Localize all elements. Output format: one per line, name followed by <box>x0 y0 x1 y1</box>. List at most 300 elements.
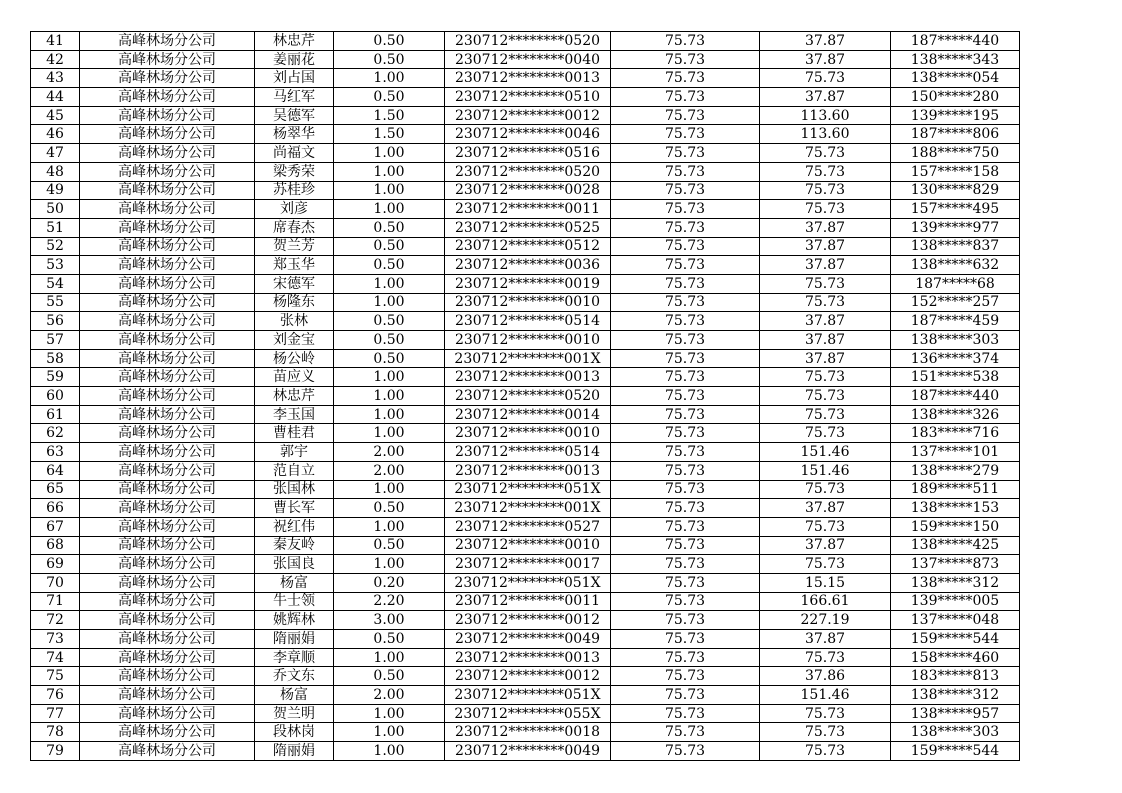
organization-cell: 高峰林场分公司 <box>80 742 255 761</box>
id-number-cell: 230712********0013 <box>445 69 611 88</box>
id-number-cell: 230712********0012 <box>445 611 611 630</box>
data-table <box>30 31 1020 761</box>
amount-cell: 75.73 <box>760 274 891 293</box>
rate-cell: 75.73 <box>611 312 760 331</box>
table-row <box>31 592 1020 611</box>
amount-cell: 75.73 <box>760 742 891 761</box>
rate-cell: 75.73 <box>611 144 760 163</box>
area-cell: 1.00 <box>334 293 445 312</box>
organization-cell: 高峰林场分公司 <box>80 480 255 499</box>
amount-cell: 37.87 <box>760 536 891 555</box>
table-row <box>31 293 1020 312</box>
person-name-cell: 郭宇 <box>255 443 334 462</box>
area-cell: 1.00 <box>334 162 445 181</box>
id-number-cell: 230712********0520 <box>445 387 611 406</box>
amount-cell: 75.73 <box>760 648 891 667</box>
area-cell: 1.00 <box>334 69 445 88</box>
person-name-cell: 杨隆东 <box>255 293 334 312</box>
person-name-cell: 张林 <box>255 312 334 331</box>
id-number-cell: 230712********0014 <box>445 405 611 424</box>
organization-cell: 高峰林场分公司 <box>80 106 255 125</box>
table-row <box>31 686 1020 705</box>
row-number-cell: 69 <box>31 555 80 574</box>
person-name-cell: 李章顺 <box>255 648 334 667</box>
phone-cell: 138*****312 <box>891 573 1020 592</box>
rate-cell: 75.73 <box>611 69 760 88</box>
organization-cell: 高峰林场分公司 <box>80 312 255 331</box>
rate-cell: 75.73 <box>611 405 760 424</box>
area-cell: 1.00 <box>334 368 445 387</box>
row-number-cell: 42 <box>31 50 80 69</box>
amount-cell: 75.73 <box>760 517 891 536</box>
row-number-cell: 59 <box>31 368 80 387</box>
organization-cell: 高峰林场分公司 <box>80 555 255 574</box>
person-name-cell: 贺兰明 <box>255 704 334 723</box>
organization-cell: 高峰林场分公司 <box>80 162 255 181</box>
rate-cell: 75.73 <box>611 368 760 387</box>
rate-cell: 75.73 <box>611 331 760 350</box>
row-number-cell: 61 <box>31 405 80 424</box>
person-name-cell: 杨富 <box>255 573 334 592</box>
table-row <box>31 181 1020 200</box>
table-row <box>31 218 1020 237</box>
area-cell: 1.50 <box>334 106 445 125</box>
organization-cell: 高峰林场分公司 <box>80 32 255 51</box>
area-cell: 1.00 <box>334 742 445 761</box>
phone-cell: 138*****632 <box>891 256 1020 275</box>
row-number-cell: 73 <box>31 630 80 649</box>
table-row <box>31 349 1020 368</box>
id-number-cell: 230712********0011 <box>445 592 611 611</box>
amount-cell: 151.46 <box>760 443 891 462</box>
organization-cell: 高峰林场分公司 <box>80 424 255 443</box>
rate-cell: 75.73 <box>611 461 760 480</box>
person-name-cell: 刘金宝 <box>255 331 334 350</box>
amount-cell: 75.73 <box>760 555 891 574</box>
organization-cell: 高峰林场分公司 <box>80 237 255 256</box>
person-name-cell: 范自立 <box>255 461 334 480</box>
phone-cell: 187*****68 <box>891 274 1020 293</box>
amount-cell: 113.60 <box>760 125 891 144</box>
phone-cell: 138*****837 <box>891 237 1020 256</box>
table-row <box>31 50 1020 69</box>
id-number-cell: 230712********0520 <box>445 162 611 181</box>
organization-cell: 高峰林场分公司 <box>80 499 255 518</box>
id-number-cell: 230712********0017 <box>445 555 611 574</box>
phone-cell: 157*****158 <box>891 162 1020 181</box>
organization-cell: 高峰林场分公司 <box>80 274 255 293</box>
person-name-cell: 苗应义 <box>255 368 334 387</box>
organization-cell: 高峰林场分公司 <box>80 331 255 350</box>
row-number-cell: 63 <box>31 443 80 462</box>
person-name-cell: 林忠芹 <box>255 32 334 51</box>
row-number-cell: 46 <box>31 125 80 144</box>
table-row <box>31 144 1020 163</box>
amount-cell: 37.87 <box>760 499 891 518</box>
table-row <box>31 69 1020 88</box>
id-number-cell: 230712********0514 <box>445 443 611 462</box>
organization-cell: 高峰林场分公司 <box>80 387 255 406</box>
rate-cell: 75.73 <box>611 480 760 499</box>
table-row <box>31 200 1020 219</box>
area-cell: 1.00 <box>334 648 445 667</box>
organization-cell: 高峰林场分公司 <box>80 704 255 723</box>
phone-cell: 136*****374 <box>891 349 1020 368</box>
phone-cell: 138*****303 <box>891 723 1020 742</box>
phone-cell: 183*****813 <box>891 667 1020 686</box>
amount-cell: 37.87 <box>760 256 891 275</box>
table-row <box>31 667 1020 686</box>
organization-cell: 高峰林场分公司 <box>80 443 255 462</box>
id-number-cell: 230712********0040 <box>445 50 611 69</box>
organization-cell: 高峰林场分公司 <box>80 686 255 705</box>
person-name-cell: 曹桂君 <box>255 424 334 443</box>
id-number-cell: 230712********051X <box>445 686 611 705</box>
table-row <box>31 106 1020 125</box>
person-name-cell: 梁秀荣 <box>255 162 334 181</box>
person-name-cell: 隋丽娟 <box>255 630 334 649</box>
amount-cell: 75.73 <box>760 368 891 387</box>
area-cell: 1.00 <box>334 424 445 443</box>
phone-cell: 138*****279 <box>891 461 1020 480</box>
rate-cell: 75.73 <box>611 536 760 555</box>
organization-cell: 高峰林场分公司 <box>80 88 255 107</box>
area-cell: 0.50 <box>334 218 445 237</box>
row-number-cell: 44 <box>31 88 80 107</box>
area-cell: 0.50 <box>334 88 445 107</box>
organization-cell: 高峰林场分公司 <box>80 293 255 312</box>
id-number-cell: 230712********0011 <box>445 200 611 219</box>
id-number-cell: 230712********0510 <box>445 88 611 107</box>
id-number-cell: 230712********0019 <box>445 274 611 293</box>
area-cell: 1.00 <box>334 144 445 163</box>
area-cell: 0.50 <box>334 237 445 256</box>
rate-cell: 75.73 <box>611 50 760 69</box>
person-name-cell: 姚辉林 <box>255 611 334 630</box>
area-cell: 0.50 <box>334 667 445 686</box>
row-number-cell: 56 <box>31 312 80 331</box>
rate-cell: 75.73 <box>611 162 760 181</box>
phone-cell: 187*****806 <box>891 125 1020 144</box>
table-row <box>31 162 1020 181</box>
phone-cell: 138*****312 <box>891 686 1020 705</box>
organization-cell: 高峰林场分公司 <box>80 648 255 667</box>
id-number-cell: 230712********0010 <box>445 536 611 555</box>
amount-cell: 37.87 <box>760 32 891 51</box>
area-cell: 0.50 <box>334 349 445 368</box>
row-number-cell: 75 <box>31 667 80 686</box>
rate-cell: 75.73 <box>611 349 760 368</box>
id-number-cell: 230712********0010 <box>445 293 611 312</box>
table-row <box>31 517 1020 536</box>
organization-cell: 高峰林场分公司 <box>80 630 255 649</box>
person-name-cell: 刘彦 <box>255 200 334 219</box>
area-cell: 0.50 <box>334 499 445 518</box>
row-number-cell: 77 <box>31 704 80 723</box>
table-row <box>31 648 1020 667</box>
row-number-cell: 51 <box>31 218 80 237</box>
amount-cell: 75.73 <box>760 723 891 742</box>
area-cell: 0.50 <box>334 256 445 275</box>
area-cell: 1.00 <box>334 181 445 200</box>
area-cell: 1.00 <box>334 274 445 293</box>
id-number-cell: 230712********0046 <box>445 125 611 144</box>
id-number-cell: 230712********0013 <box>445 461 611 480</box>
phone-cell: 188*****750 <box>891 144 1020 163</box>
person-name-cell: 杨公岭 <box>255 349 334 368</box>
row-number-cell: 72 <box>31 611 80 630</box>
phone-cell: 189*****511 <box>891 480 1020 499</box>
table-row <box>31 611 1020 630</box>
row-number-cell: 52 <box>31 237 80 256</box>
rate-cell: 75.73 <box>611 648 760 667</box>
phone-cell: 139*****977 <box>891 218 1020 237</box>
row-number-cell: 79 <box>31 742 80 761</box>
id-number-cell: 230712********0520 <box>445 32 611 51</box>
phone-cell: 159*****544 <box>891 630 1020 649</box>
phone-cell: 138*****343 <box>891 50 1020 69</box>
person-name-cell: 尚福文 <box>255 144 334 163</box>
rate-cell: 75.73 <box>611 32 760 51</box>
rate-cell: 75.73 <box>611 106 760 125</box>
rate-cell: 75.73 <box>611 667 760 686</box>
person-name-cell: 刘占国 <box>255 69 334 88</box>
area-cell: 0.50 <box>334 32 445 51</box>
row-number-cell: 67 <box>31 517 80 536</box>
person-name-cell: 贺兰芳 <box>255 237 334 256</box>
area-cell: 2.00 <box>334 443 445 462</box>
rate-cell: 75.73 <box>611 181 760 200</box>
table-row <box>31 312 1020 331</box>
person-name-cell: 郑玉华 <box>255 256 334 275</box>
phone-cell: 187*****459 <box>891 312 1020 331</box>
rate-cell: 75.73 <box>611 723 760 742</box>
amount-cell: 15.15 <box>760 573 891 592</box>
person-name-cell: 吴德军 <box>255 106 334 125</box>
area-cell: 1.00 <box>334 387 445 406</box>
id-number-cell: 230712********0028 <box>445 181 611 200</box>
rate-cell: 75.73 <box>611 200 760 219</box>
organization-cell: 高峰林场分公司 <box>80 723 255 742</box>
row-number-cell: 53 <box>31 256 80 275</box>
phone-cell: 151*****538 <box>891 368 1020 387</box>
person-name-cell: 席春杰 <box>255 218 334 237</box>
id-number-cell: 230712********0512 <box>445 237 611 256</box>
amount-cell: 75.73 <box>760 405 891 424</box>
person-name-cell: 李玉国 <box>255 405 334 424</box>
table-row <box>31 630 1020 649</box>
table-row <box>31 424 1020 443</box>
id-number-cell: 230712********0013 <box>445 368 611 387</box>
area-cell: 1.00 <box>334 723 445 742</box>
rate-cell: 75.73 <box>611 686 760 705</box>
amount-cell: 37.86 <box>760 667 891 686</box>
phone-cell: 158*****460 <box>891 648 1020 667</box>
area-cell: 0.20 <box>334 573 445 592</box>
organization-cell: 高峰林场分公司 <box>80 69 255 88</box>
id-number-cell: 230712********051X <box>445 573 611 592</box>
amount-cell: 75.73 <box>760 69 891 88</box>
area-cell: 1.00 <box>334 200 445 219</box>
id-number-cell: 230712********0010 <box>445 424 611 443</box>
row-number-cell: 50 <box>31 200 80 219</box>
phone-cell: 187*****440 <box>891 387 1020 406</box>
rate-cell: 75.73 <box>611 742 760 761</box>
phone-cell: 157*****495 <box>891 200 1020 219</box>
table-row <box>31 368 1020 387</box>
id-number-cell: 230712********0527 <box>445 517 611 536</box>
table-row <box>31 274 1020 293</box>
person-name-cell: 曹长军 <box>255 499 334 518</box>
person-name-cell: 杨翠华 <box>255 125 334 144</box>
row-number-cell: 66 <box>31 499 80 518</box>
area-cell: 0.50 <box>334 536 445 555</box>
phone-cell: 138*****153 <box>891 499 1020 518</box>
organization-cell: 高峰林场分公司 <box>80 461 255 480</box>
rate-cell: 75.73 <box>611 387 760 406</box>
phone-cell: 159*****150 <box>891 517 1020 536</box>
person-name-cell: 张国良 <box>255 555 334 574</box>
row-number-cell: 57 <box>31 331 80 350</box>
person-name-cell: 姜丽花 <box>255 50 334 69</box>
id-number-cell: 230712********0516 <box>445 144 611 163</box>
id-number-cell: 230712********055X <box>445 704 611 723</box>
area-cell: 2.20 <box>334 592 445 611</box>
amount-cell: 227.19 <box>760 611 891 630</box>
organization-cell: 高峰林场分公司 <box>80 218 255 237</box>
organization-cell: 高峰林场分公司 <box>80 144 255 163</box>
row-number-cell: 55 <box>31 293 80 312</box>
table-row <box>31 536 1020 555</box>
phone-cell: 137*****101 <box>891 443 1020 462</box>
rate-cell: 75.73 <box>611 499 760 518</box>
row-number-cell: 78 <box>31 723 80 742</box>
amount-cell: 113.60 <box>760 106 891 125</box>
phone-cell: 159*****544 <box>891 742 1020 761</box>
area-cell: 1.00 <box>334 405 445 424</box>
person-name-cell: 苏桂珍 <box>255 181 334 200</box>
rate-cell: 75.73 <box>611 555 760 574</box>
person-name-cell: 秦友岭 <box>255 536 334 555</box>
table-row <box>31 32 1020 51</box>
person-name-cell: 段林岗 <box>255 723 334 742</box>
rate-cell: 75.73 <box>611 274 760 293</box>
table-row <box>31 256 1020 275</box>
id-number-cell: 230712********0049 <box>445 742 611 761</box>
row-number-cell: 76 <box>31 686 80 705</box>
rate-cell: 75.73 <box>611 424 760 443</box>
phone-cell: 139*****005 <box>891 592 1020 611</box>
table-body <box>31 32 1020 761</box>
rate-cell: 75.73 <box>611 218 760 237</box>
phone-cell: 187*****440 <box>891 32 1020 51</box>
table-row <box>31 742 1020 761</box>
phone-cell: 139*****195 <box>891 106 1020 125</box>
rate-cell: 75.73 <box>611 592 760 611</box>
amount-cell: 75.73 <box>760 162 891 181</box>
row-number-cell: 65 <box>31 480 80 499</box>
phone-cell: 138*****326 <box>891 405 1020 424</box>
organization-cell: 高峰林场分公司 <box>80 573 255 592</box>
table-row <box>31 480 1020 499</box>
row-number-cell: 54 <box>31 274 80 293</box>
amount-cell: 37.87 <box>760 312 891 331</box>
row-number-cell: 64 <box>31 461 80 480</box>
table-row <box>31 125 1020 144</box>
rate-cell: 75.73 <box>611 443 760 462</box>
amount-cell: 75.73 <box>760 704 891 723</box>
area-cell: 0.50 <box>334 331 445 350</box>
row-number-cell: 45 <box>31 106 80 125</box>
amount-cell: 151.46 <box>760 461 891 480</box>
organization-cell: 高峰林场分公司 <box>80 200 255 219</box>
table-row <box>31 555 1020 574</box>
amount-cell: 75.73 <box>760 424 891 443</box>
table-row <box>31 573 1020 592</box>
amount-cell: 151.46 <box>760 686 891 705</box>
phone-cell: 138*****054 <box>891 69 1020 88</box>
phone-cell: 137*****048 <box>891 611 1020 630</box>
amount-cell: 75.73 <box>760 200 891 219</box>
organization-cell: 高峰林场分公司 <box>80 536 255 555</box>
amount-cell: 75.73 <box>760 144 891 163</box>
organization-cell: 高峰林场分公司 <box>80 592 255 611</box>
organization-cell: 高峰林场分公司 <box>80 50 255 69</box>
phone-cell: 150*****280 <box>891 88 1020 107</box>
row-number-cell: 49 <box>31 181 80 200</box>
area-cell: 1.50 <box>334 125 445 144</box>
amount-cell: 166.61 <box>760 592 891 611</box>
id-number-cell: 230712********0525 <box>445 218 611 237</box>
rate-cell: 75.73 <box>611 517 760 536</box>
organization-cell: 高峰林场分公司 <box>80 349 255 368</box>
organization-cell: 高峰林场分公司 <box>80 517 255 536</box>
id-number-cell: 230712********051X <box>445 480 611 499</box>
row-number-cell: 68 <box>31 536 80 555</box>
id-number-cell: 230712********0012 <box>445 667 611 686</box>
area-cell: 0.50 <box>334 630 445 649</box>
phone-cell: 183*****716 <box>891 424 1020 443</box>
amount-cell: 75.73 <box>760 181 891 200</box>
table-row <box>31 461 1020 480</box>
area-cell: 1.00 <box>334 555 445 574</box>
rate-cell: 75.73 <box>611 88 760 107</box>
person-name-cell: 牛士领 <box>255 592 334 611</box>
table-row <box>31 443 1020 462</box>
person-name-cell: 林忠芹 <box>255 387 334 406</box>
organization-cell: 高峰林场分公司 <box>80 667 255 686</box>
person-name-cell: 祝红伟 <box>255 517 334 536</box>
area-cell: 0.50 <box>334 312 445 331</box>
person-name-cell: 马红军 <box>255 88 334 107</box>
rate-cell: 75.73 <box>611 704 760 723</box>
amount-cell: 37.87 <box>760 331 891 350</box>
id-number-cell: 230712********0514 <box>445 312 611 331</box>
row-number-cell: 70 <box>31 573 80 592</box>
area-cell: 1.00 <box>334 517 445 536</box>
rate-cell: 75.73 <box>611 573 760 592</box>
area-cell: 1.00 <box>334 480 445 499</box>
phone-cell: 138*****957 <box>891 704 1020 723</box>
row-number-cell: 60 <box>31 387 80 406</box>
row-number-cell: 48 <box>31 162 80 181</box>
table-row <box>31 499 1020 518</box>
person-name-cell: 隋丽娟 <box>255 742 334 761</box>
amount-cell: 37.87 <box>760 50 891 69</box>
phone-cell: 130*****829 <box>891 181 1020 200</box>
rate-cell: 75.73 <box>611 256 760 275</box>
id-number-cell: 230712********0018 <box>445 723 611 742</box>
